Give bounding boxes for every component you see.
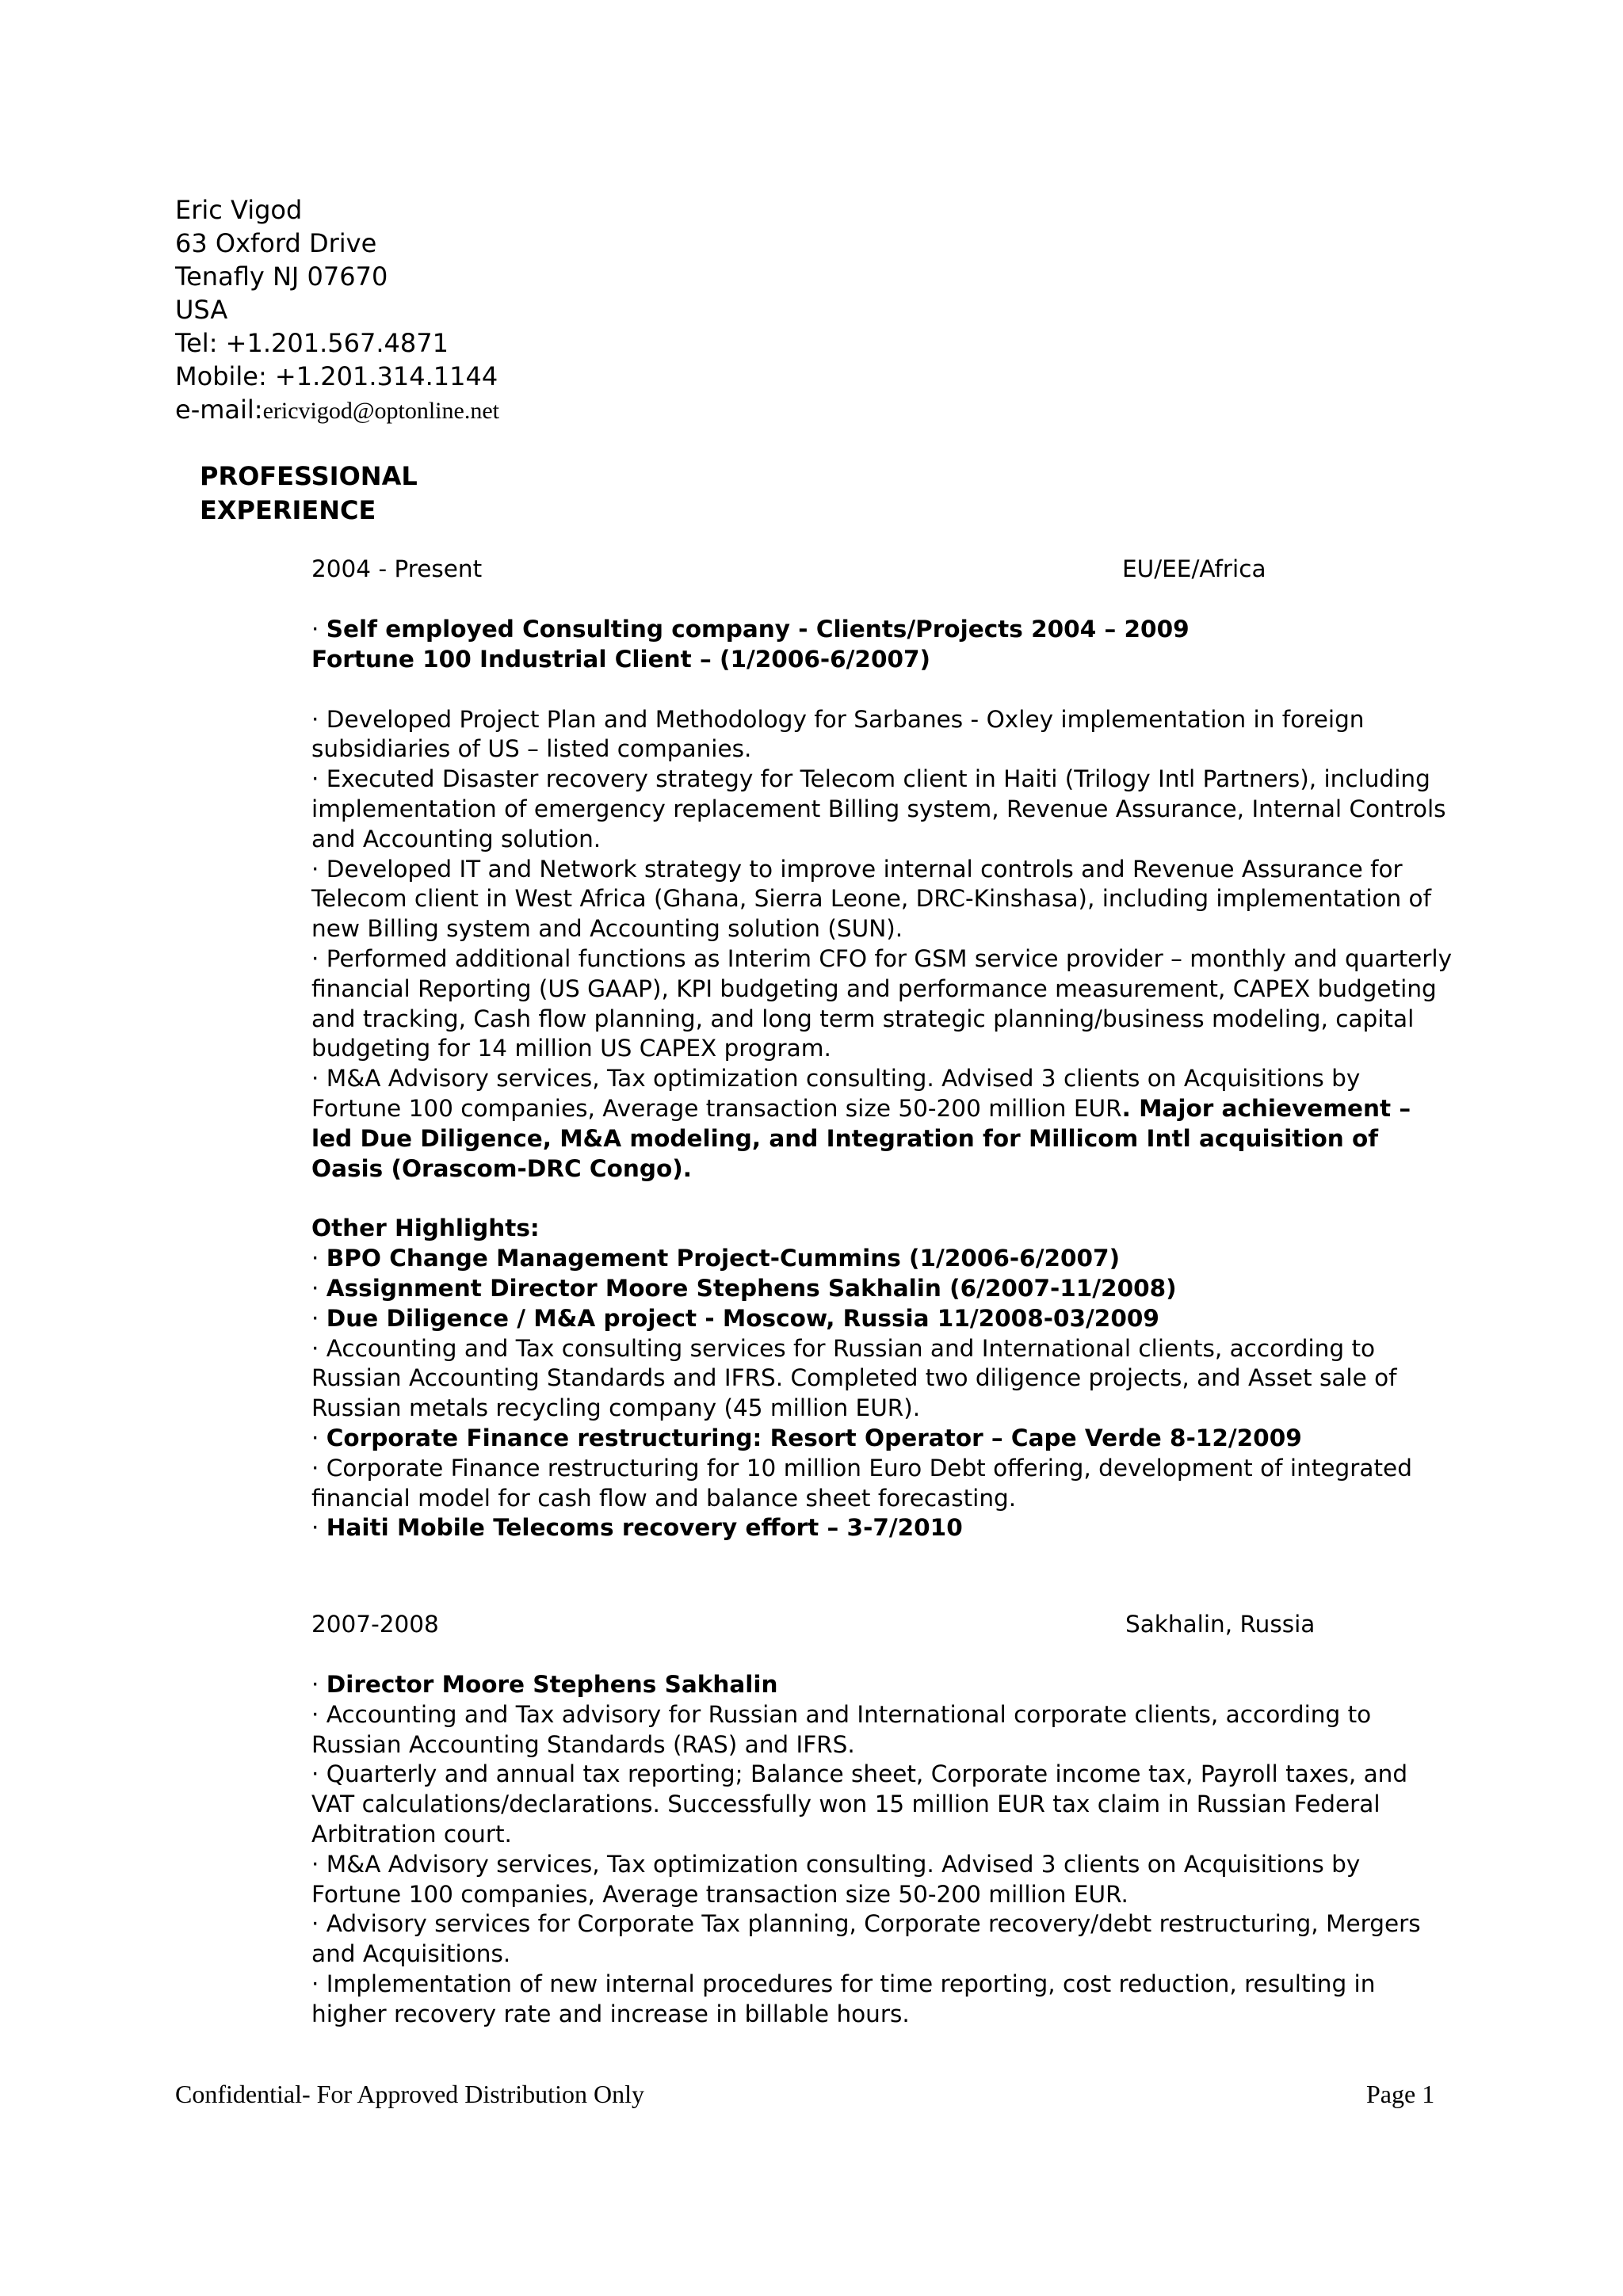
job-1-header (311, 555, 1453, 585)
job-entry-1 (311, 555, 1453, 1543)
email-label: e-mail: (175, 395, 263, 425)
job-2-header (311, 1610, 1453, 1640)
job-entry-2 (311, 1610, 1453, 2030)
section-heading-line2: EXPERIENCE (200, 495, 376, 525)
job-1-bullet: · Developed Project Plan and Methodology for Sarbanes - Oxley implementation in foreign subsidiaries of US – listed companies. (311, 705, 1365, 763)
job-1-period: 2004 - Present (311, 555, 483, 582)
job-1-location: EU/EE/Africa (1122, 555, 1266, 582)
job-2-location: Sakhalin, Russia (1125, 1611, 1316, 1638)
highlight-item: · Assignment Director Moore Stephens Sakhalin (6/2007-11/2008) (311, 1274, 1177, 1302)
highlight-item: · Accounting and Tax consulting services for Russian and International clients, according to Russian Accounting Standards and IFRS. Completed two diligence projects, and Asset sale of Russian metals recycling company (45 million EUR). (311, 1334, 1397, 1422)
other-highlights-heading: Other Highlights: (311, 1215, 540, 1242)
job-1-bullet: · Performed additional functions as Interim CFO for GSM service provider – monthly and quarterly financial Reporting (US GAAP), KPI budgeting and performance measurement, CAPEX budgeting and tracking, Cash flow planning, and long term strategic planning/business modeling, capital budgeting for 14 million US CAPEX program. (311, 944, 1453, 1062)
job-2-bullet: · Quarterly and annual tax reporting; Balance sheet, Corporate income tax, Payroll taxes, and VAT calculations/declarations. Successfully won 15 million EUR tax claim in Russian Federal Arbitration court. (311, 1760, 1408, 1848)
contact-country: USA (175, 295, 228, 325)
job-2-bullet: · Accounting and Tax advisory for Russian and International corporate clients, according to Russian Accounting Standards (RAS) and IFRS. (311, 1700, 1372, 1758)
contact-name: Eric Vigod (175, 195, 303, 225)
highlight-item: · Corporate Finance restructuring: Resort Operator – Cape Verde 8-12/2009 (311, 1424, 1302, 1451)
job-1-bullet: · M&A Advisory services, Tax optimization consulting. Advised 3 clients on Acquisitions by Fortune 100 companies, Average transaction size 50-200 million EUR. Major achievement – led Due Diligence, M&A modeling, and Integration for Millicom Intl acquisition of Oasis (Orascom-DRC Congo). (311, 1065, 1411, 1182)
contact-mobile: Mobile: +1.201.314.1144 (175, 361, 498, 391)
job-1-bullet: · Developed IT and Network strategy to improve internal controls and Revenue Assurance for Telecom client in West Africa (Ghana, Sierra Leone, DRC-Kinshasa), including implementation of new Billing system and Accounting solution (SUN). (311, 855, 1431, 943)
job-2-bullet: · Implementation of new internal procedures for time reporting, cost reduction, resulting in higher recovery rate and increase in billable hours. (311, 1970, 1376, 2027)
highlight-item: · Due Diligence / M&A project - Moscow, Russia 11/2008-03/2009 (311, 1304, 1159, 1332)
job-2-period: 2007-2008 (311, 1611, 439, 1638)
contact-email (175, 393, 499, 428)
job-1-bullet: · Executed Disaster recovery strategy for Telecom client in Haiti (Trilogy Intl Partners), including implementation of emergency replacement Billing system, Revenue Assurance, Internal Controls and Accounting solution. (311, 765, 1446, 852)
section-heading (200, 460, 485, 528)
highlight-item: · Corporate Finance restructuring for 10 million Euro Debt offering, development of integrated financial model for cash flow and balance sheet forecasting. (311, 1454, 1412, 1512)
highlight-item: · BPO Change Management Project-Cummins (1/2006-6/2007) (311, 1245, 1121, 1272)
contact-tel: Tel: +1.201.567.4871 (175, 328, 449, 358)
footer-confidential: Confidential- For Approved Distribution Only (175, 2080, 644, 2108)
contact-address-line1: 63 Oxford Drive (175, 228, 377, 258)
email-link[interactable]: ericvigod@optonline.net (262, 398, 499, 424)
major-achievement: Major achievement – led Due Diligence, M&A modeling, and Integration for Millicom Intl acquisition of Oasis (Orascom-DRC Congo). (311, 1094, 1411, 1182)
job-2-bullet: · M&A Advisory services, Tax optimization consulting. Advised 3 clients on Acquisitions by Fortune 100 companies, Average transaction size 50-200 million EUR. (311, 1850, 1361, 1908)
job-1-title-line1: · Self employed Consulting company - Clients/Projects 2004 – 2009 (311, 616, 1190, 643)
footer-page-number: Page 1 (1366, 2080, 1435, 2108)
contact-address-line2: Tenafly NJ 07670 (175, 261, 388, 292)
contact-block (175, 193, 499, 428)
job-2-bullet: · Advisory services for Corporate Tax planning, Corporate recovery/debt restructuring, Mergers and Acquisitions. (311, 1910, 1421, 1968)
job-1-title-line2: Fortune 100 Industrial Client – (1/2006-6/2007) (311, 645, 931, 673)
section-heading-line1: PROFESSIONAL (200, 461, 418, 491)
job-2-title: · Director Moore Stephens Sakhalin (311, 1671, 778, 1698)
highlight-item: · Haiti Mobile Telecoms recovery effort – 3-7/2010 (311, 1514, 963, 1542)
